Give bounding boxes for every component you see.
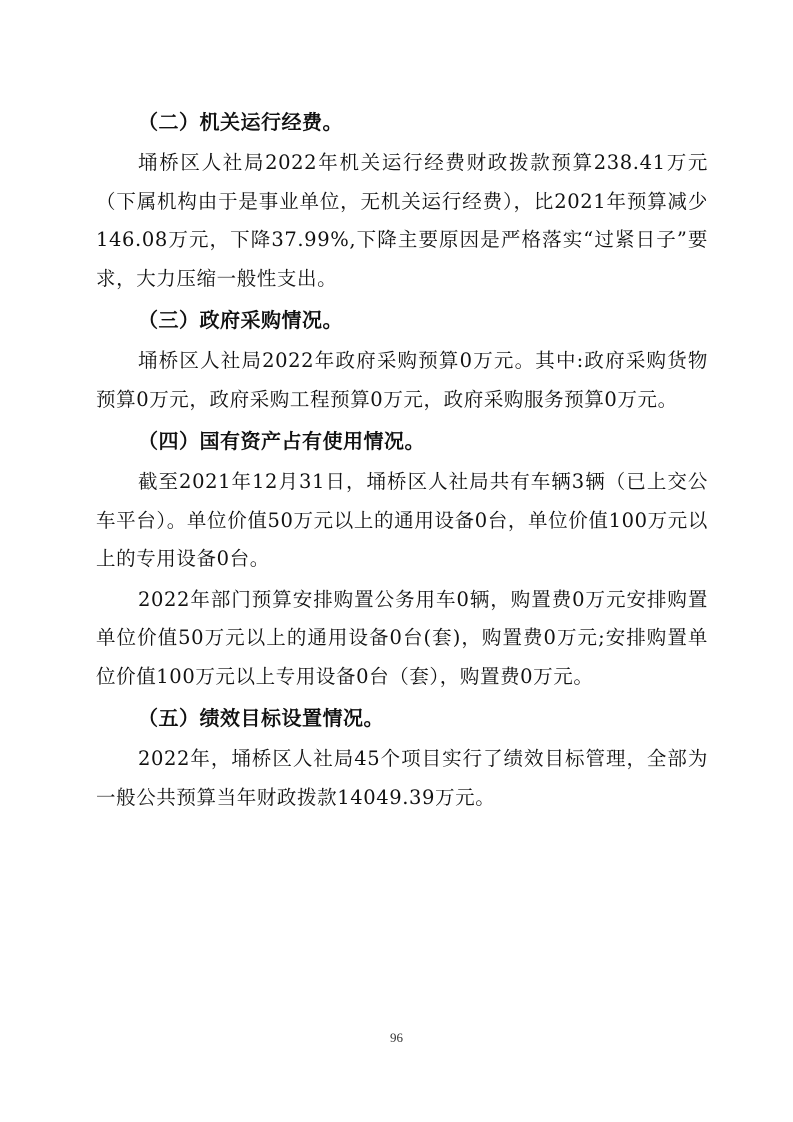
document-body (96, 100, 708, 817)
section-heading-government-procurement: （三）政府采购情况。 (138, 308, 343, 332)
paragraph-state-assets-status: 截至2021年12月31日，埇桥区人社局共有车辆3辆（已上交公车平台）。单位价值50万元以上的通用设备0台，单位价值100万元以上的专用设备0台。 (96, 470, 708, 570)
paragraph-operating-expenses: 埇桥区人社局2022年机关运行经费财政拨款预算238.41万元（下属机构由于是事业单位，无机关运行经费），比2021年预算减少146.08万元，下降37.99%,下降主要原因是严格落实“过紧日子”要求，大力压缩一般性支出。 (96, 151, 708, 290)
paragraph-government-procurement: 埇桥区人社局2022年政府采购预算0万元。其中:政府采购货物预算0万元，政府采购工程预算0万元，政府采购服务预算0万元。 (96, 349, 708, 411)
section-heading-state-assets: （四）国有资产占有使用情况。 (138, 429, 425, 453)
paragraph-performance-targets: 2022年，埇桥区人社局45个项目实行了绩效目标管理，全部为一般公共预算当年财政拨款14049.39万元。 (96, 747, 708, 809)
section-heading-operating-expenses: （二）机关运行经费。 (138, 110, 343, 134)
section-heading-performance-targets: （五）绩效目标设置情况。 (138, 706, 384, 730)
page-number: 96 (390, 1030, 403, 1045)
paragraph-state-assets-purchase-plan: 2022年部门预算安排购置公务用车0辆，购置费0万元安排购置单位价值50万元以上的通用设备0台(套)，购置费0万元;安排购置单位价值100万元以上专用设备0台（套），购置费0万元。 (96, 587, 708, 688)
